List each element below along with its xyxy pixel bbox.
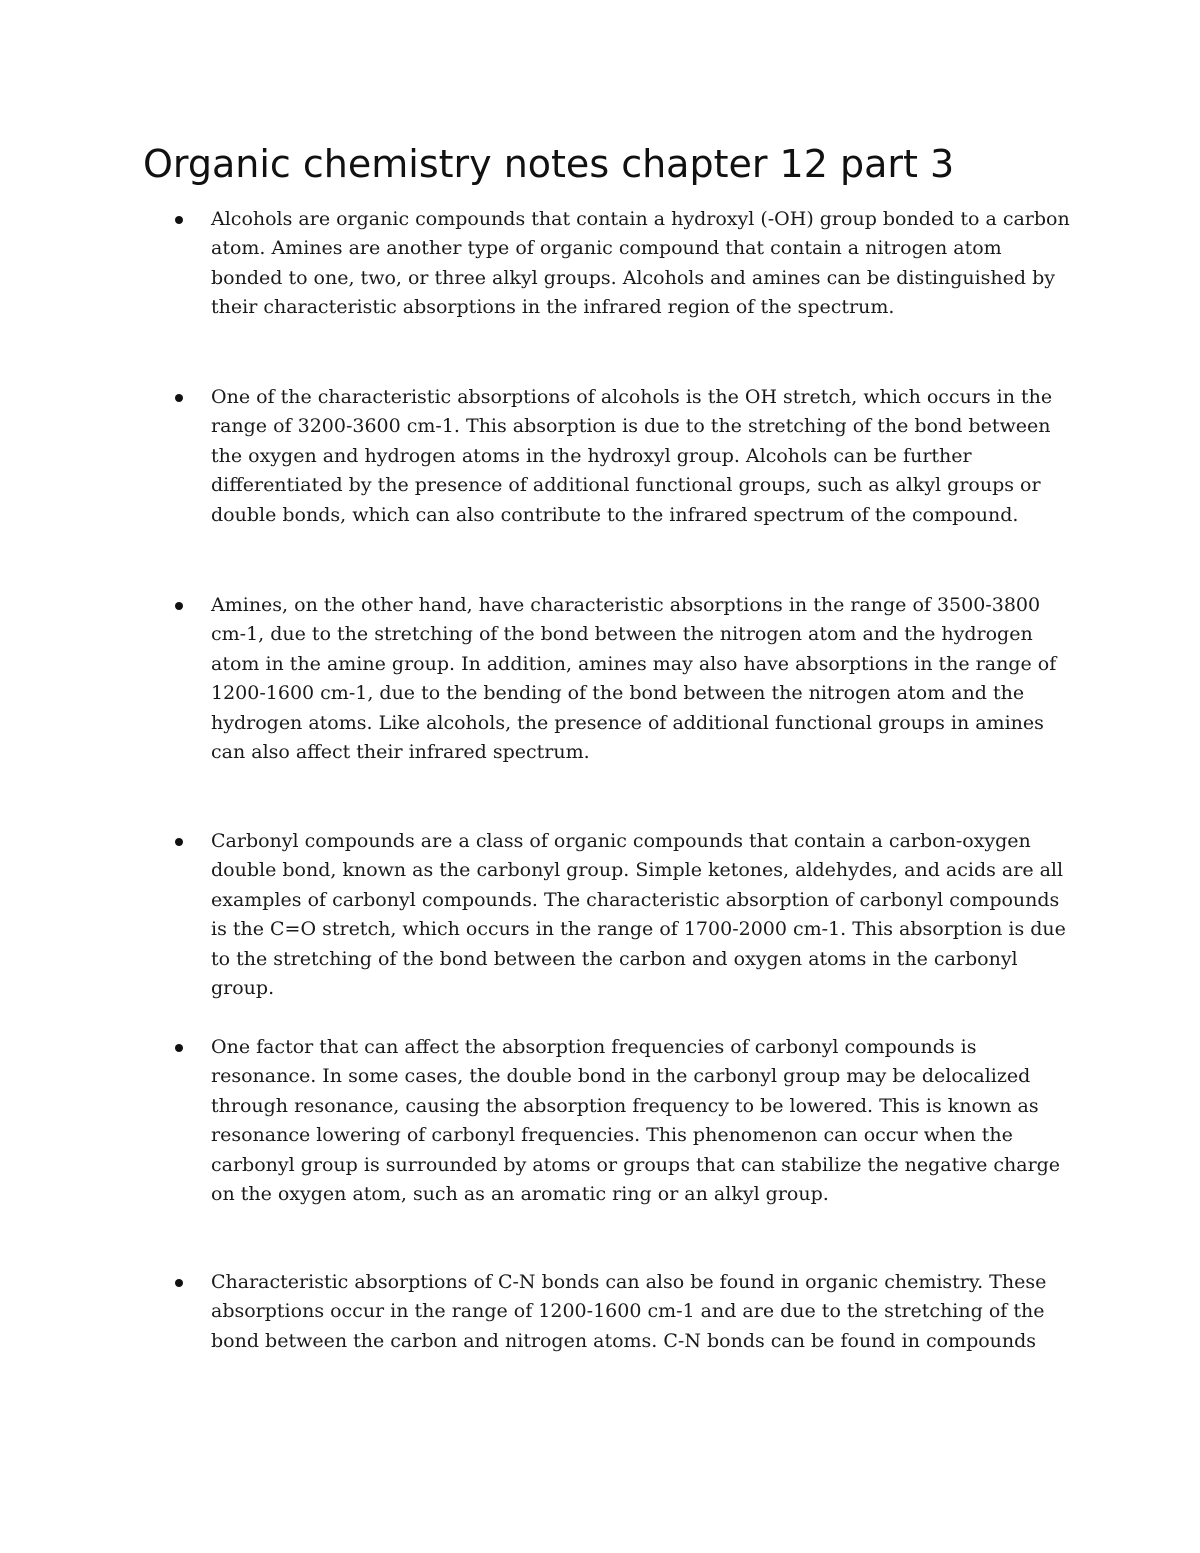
bullet-icon <box>175 602 183 610</box>
bullet-icon <box>175 216 183 224</box>
bullet-icon <box>175 838 183 846</box>
list-item <box>211 1033 1071 1209</box>
list-item <box>211 827 1071 1003</box>
note-text: One factor that can affect the absorption frequencies of carbonyl compounds is resonance. In some cases, the double bond in the carbonyl group may be delocalized through resonance, causing the absorption frequency to be lowered. This is known as resonance lowering of carbonyl frequencies. This phenomenon can occur when the carbonyl group is surrounded by atoms or groups that can stabilize the negative charge on the oxygen atom, such as an aromatic ring or an alkyl group. <box>211 1036 1061 1206</box>
list-item <box>211 205 1071 323</box>
note-text: Alcohols are organic compounds that contain a hydroxyl (-OH) group bonded to a carbon atom. Amines are another type of organic compound that contain a nitrogen atom bonded to one, two, or three alkyl groups. Alcohols and amines can be distinguished by their characteristic absorptions in the infrared region of the spectrum. <box>211 208 1070 319</box>
note-text: One of the characteristic absorptions of alcohols is the OH stretch, which occurs in the range of 3200-3600 cm-1. This absorption is due to the stretching of the bond between the oxygen and hydrogen atoms in the hydroxyl group. Alcohols can be further differentiated by the presence of additional functional groups, such as alkyl groups or double bonds, which can also contribute to the infrared spectrum of the compound. <box>211 386 1053 526</box>
list-item <box>211 383 1071 530</box>
bullet-icon <box>175 1279 183 1287</box>
list-item <box>211 591 1071 767</box>
bullet-icon <box>175 394 183 402</box>
list-item <box>211 1268 1071 1356</box>
page-title: Organic chemistry notes chapter 12 part 3 <box>143 142 955 186</box>
bullet-icon <box>175 1044 183 1052</box>
note-text: Characteristic absorptions of C-N bonds can also be found in organic chemistry. These absorptions occur in the range of 1200-1600 cm-1 and are due to the stretching of the bond between the carbon and nitrogen atoms. C-N bonds can be found in compounds <box>211 1271 1047 1352</box>
note-text: Carbonyl compounds are a class of organic compounds that contain a carbon-oxygen double bond, known as the carbonyl group. Simple ketones, aldehydes, and acids are all examples of carbonyl compounds. The characteristic absorption of carbonyl compounds is the C=O stretch, which occurs in the range of 1700-2000 cm-1. This absorption is due to the stretching of the bond between the carbon and oxygen atoms in the carbonyl group. <box>211 830 1066 1000</box>
note-text: Amines, on the other hand, have characteristic absorptions in the range of 3500-3800 cm-1, due to the stretching of the bond between the nitrogen atom and the hydrogen atom in the amine group. In addition, amines may also have absorptions in the range of 1200-1600 cm-1, due to the bending of the bond between the nitrogen atom and the hydrogen atoms. Like alcohols, the presence of additional functional groups in amines can also affect their infrared spectrum. <box>211 594 1057 764</box>
